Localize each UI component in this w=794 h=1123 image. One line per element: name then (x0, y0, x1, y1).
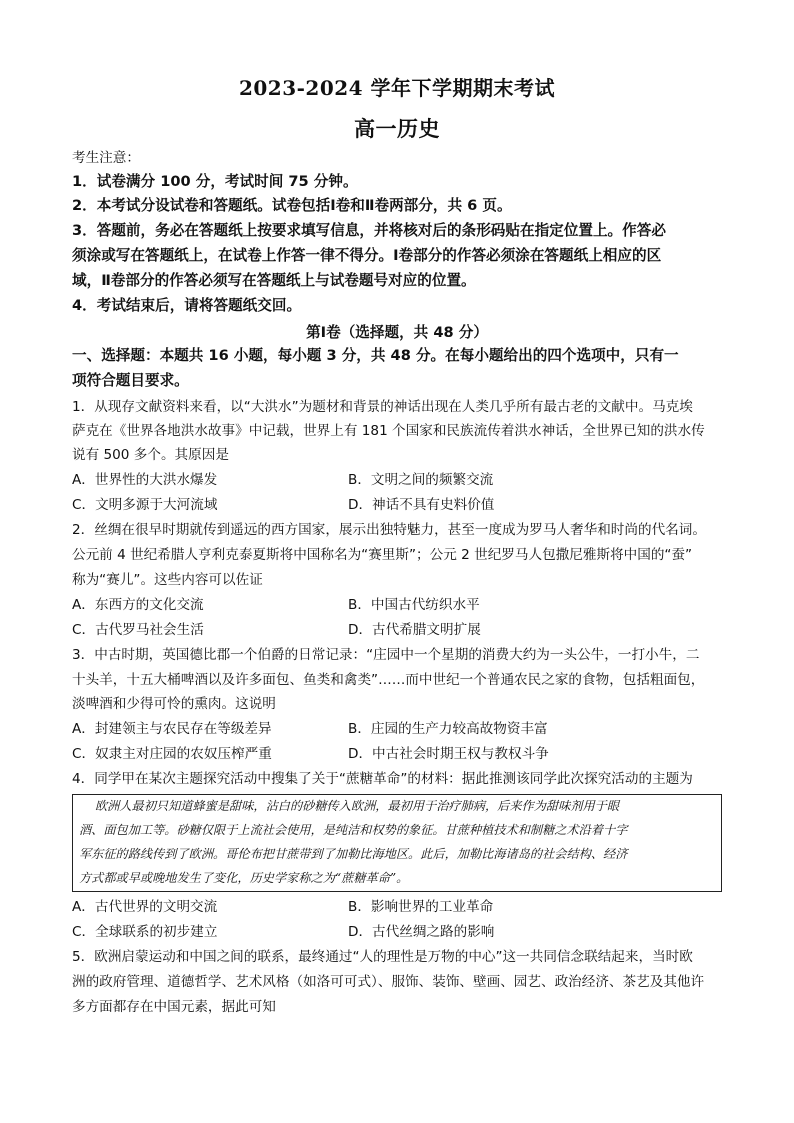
material-box (72, 794, 722, 892)
material-line: 酒、面包加工等。砂糖仅限于上流社会使用，是纯洁和权势的象征。甘蔗种植技术和制糖之术沿着十字 (79, 823, 628, 837)
question-3-option-b[interactable]: B．庄园的生产力较高故物资丰富 (348, 721, 548, 737)
notice-item: 须涂或写在答题纸上，在试卷上作答一律不得分。Ⅰ卷部分的作答必须涂在答题纸上相应的区 (72, 247, 662, 264)
material-line: 军东征的路线传到了欧洲。哥伦布把甘蔗带到了加勒比海地区。此后，加勒比海诸岛的社会结构、经济 (79, 847, 628, 861)
question-3-stem: 十头羊，十五大桶啤酒以及许多面包、鱼类和禽类”……而中世纪一个普通农民之家的食物，包括粗面包， (72, 672, 705, 688)
question-4-option-c[interactable]: C．全球联系的初步建立 (72, 924, 218, 940)
question-1-stem: 萨克在《世界各地洪水故事》中记载，世界上有 181 个国家和民族流传着洪水神话，全世界已知的洪水传 (72, 423, 705, 439)
question-3-option-a[interactable]: A．封建领主与农民存在等级差异 (72, 721, 272, 737)
question-3-stem: 3．中古时期，英国德比郡一个伯爵的日常记录：“庄园中一个星期的消费大约为一头公牛，一打小牛，二 (72, 647, 700, 663)
question-1-option-a[interactable]: A．世界性的大洪水爆发 (72, 472, 218, 488)
question-2-option-d[interactable]: D．古代希腊文明扩展 (348, 622, 481, 638)
exam-subject: 高一历史 (354, 116, 440, 141)
question-4-option-d[interactable]: D．古代丝绸之路的影响 (348, 924, 495, 940)
question-1-stem: 1．从现存文献资料来看，以“大洪水”为题材和背景的神话出现在人类几乎所有最古老的文献中。马克埃 (72, 399, 693, 415)
question-2-option-a[interactable]: A．东西方的文化交流 (72, 597, 204, 613)
question-5-stem: 5．欧洲启蒙运动和中国之间的联系，最终通过“人的理性是万物的中心”这一共同信念联结起来，当时欧 (72, 949, 693, 965)
material-line: 方式都或早或晚地发生了变化，历史学家称之为“蔗糖革命”。 (79, 871, 409, 885)
question-3-option-c[interactable]: C．奴隶主对庄园的农奴压榨严重 (72, 746, 272, 762)
section-intro: 项符合题目要求。 (72, 372, 189, 389)
question-2-stem: 2．丝绸在很早时期就传到遥远的西方国家，展示出独特魅力，甚至一度成为罗马人奢华和时尚的代名词。 (72, 522, 706, 538)
question-1-option-c[interactable]: C．文明多源于大河流域 (72, 497, 218, 513)
section-heading: 第Ⅰ卷（选择题，共 48 分） (306, 324, 488, 341)
question-5-stem: 多方面都存在中国元素，据此可知 (72, 999, 276, 1015)
question-4-stem: 4．同学甲在某次主题探究活动中搜集了关于“蔗糖革命”的材料：据此推测该同学此次探究活动的主题为 (72, 771, 693, 787)
notice-item: 2．本考试分设试卷和答题纸。试卷包括Ⅰ卷和Ⅱ卷两部分，共 6 页。 (72, 197, 512, 214)
question-2-option-c[interactable]: C．古代罗马社会生活 (72, 622, 204, 638)
question-2-option-b[interactable]: B．中国古代纺织水平 (348, 597, 480, 613)
question-2-stem: 称为“赛儿”。这些内容可以佐证 (72, 572, 263, 588)
notice-item: 4．考试结束后，请将答题纸交回。 (72, 297, 302, 314)
question-4-option-b[interactable]: B．影响世界的工业革命 (348, 899, 494, 915)
exam-title: 2023-2024 学年下学期期末考试 (238, 76, 556, 100)
question-4-option-a[interactable]: A．古代世界的文明交流 (72, 899, 218, 915)
question-3-option-d[interactable]: D．中古社会时期王权与教权斗争 (348, 746, 549, 762)
notice-item: 3．答题前，务必在答题纸上按要求填写信息，并将核对后的条形码贴在指定位置上。作答必 (72, 222, 666, 239)
section-intro: 一、选择题：本题共 16 小题，每小题 3 分，共 48 分。在每小题给出的四个选项中，只有一 (72, 347, 679, 364)
question-2-stem: 公元前 4 世纪希腊人亨利克泰夏斯将中国称名为“赛里斯”；公元 2 世纪罗马人包撒尼雅斯将中国的“蚕” (72, 547, 693, 563)
notice-item: 域，Ⅱ卷部分的作答必须写在答题纸上与试卷题号对应的位置。 (72, 272, 476, 289)
question-5-stem: 洲的政府管理、道德哲学、艺术风格（如洛可可式）、服饰、装饰、壁画、园艺、政治经济、茶艺及其他许 (72, 974, 705, 990)
question-1-option-d[interactable]: D．神话不具有史料价值 (348, 497, 495, 513)
question-1-stem: 说有 500 多个。其原因是 (72, 447, 229, 463)
material-line: 欧洲人最初只知道蜂蜜是甜味，沾白的砂糖传入欧洲，最初用于治疗肺病，后来作为甜味剂用于眼 (95, 799, 620, 813)
notice-item: 1．试卷满分 100 分，考试时间 75 分钟。 (72, 173, 358, 190)
question-1-option-b[interactable]: B．文明之间的频繁交流 (348, 472, 494, 488)
notice-heading: 考生注意： (72, 150, 140, 166)
question-3-stem: 淡啤酒和少得可怜的熏肉。这说明 (72, 696, 276, 712)
